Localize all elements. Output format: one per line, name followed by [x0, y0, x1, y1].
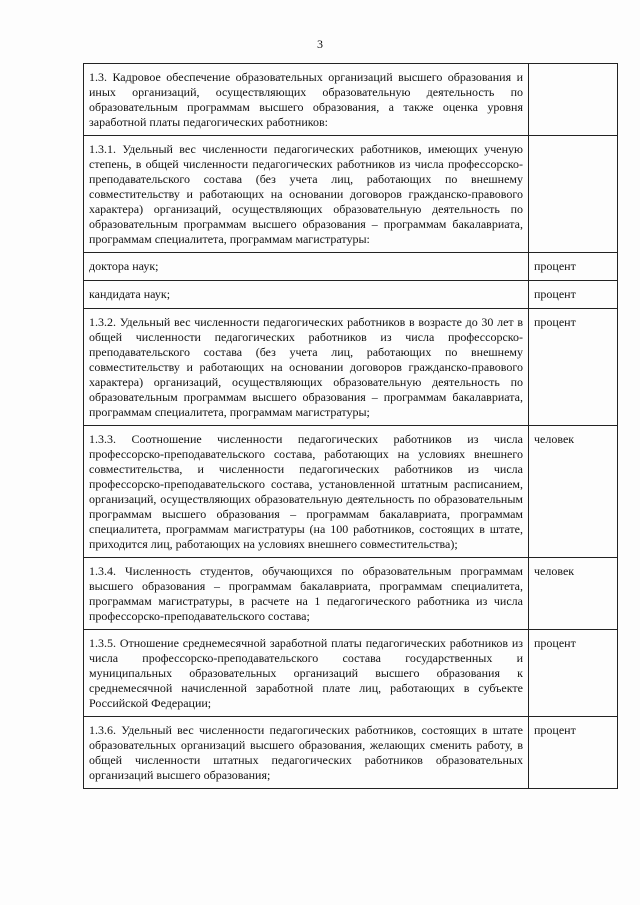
indicator-text: 1.3.6. Удельный вес численности педагогических работников, состоящих в штате образовательных организаций высшего образования, желающих сменить работу, в общей численности штатных педагогических работников образовательных организаций высшего образования;	[84, 717, 529, 789]
table-row	[84, 426, 618, 558]
indicator-text: 1.3.5. Отношение среднемесячной заработной платы педагогических работников из числа профессорско-преподавательского состава государственных и муниципальных образовательных организаций высшего образования к среднемесячной начисленной заработной плате лиц, работающих в субъекте Российской Федерации;	[84, 630, 529, 717]
table-row	[84, 253, 618, 281]
indicator-unit	[529, 64, 618, 136]
table-row	[84, 717, 618, 789]
indicator-unit	[529, 136, 618, 253]
indicators-table	[83, 63, 618, 789]
indicator-unit: процент	[529, 253, 618, 281]
table-row	[84, 309, 618, 426]
table-row	[84, 136, 618, 253]
indicator-text: 1.3.4. Численность студентов, обучающихся по образовательным программам высшего образования – программам бакалавриата, программам специалитета, программам магистратуры, в расчете на 1 педагогического работника из числа профессорско-преподавательского состава;	[84, 558, 529, 630]
indicator-text: 1.3.3. Соотношение численности педагогических работников из числа профессорско-преподавательского состава, работающих на условиях внешнего совместительства, и численности педагогических работников из числа профессорско-преподавательского состава, установленной штатным расписанием, организаций, осуществляющих образовательную деятельность по образовательным программам высшего образования – программам бакалавриата, программам специалитета, программам магистратуры (на 100 работников, состоящих в штате, приходится лиц, работающих на условиях внешнего совместительства);	[84, 426, 529, 558]
indicator-text: 1.3.1. Удельный вес численности педагогических работников, имеющих ученую степень, в общей численности педагогических работников из числа профессорско-преподавательского состава (без учета лиц, работающих по внешнему совместительству и работающих на основании договоров гражданско-правового характера) организаций, осуществляющих образовательную деятельность по образовательным программам высшего образования – программам бакалавриата, программам специалитета, программам магистратуры:	[84, 136, 529, 253]
page-number: 3	[317, 37, 323, 51]
table-row	[84, 630, 618, 717]
table-row	[84, 64, 618, 136]
indicator-unit: процент	[529, 717, 618, 789]
indicator-unit: процент	[529, 630, 618, 717]
indicator-unit: человек	[529, 426, 618, 558]
indicator-text: 1.3.2. Удельный вес численности педагогических работников в возрасте до 30 лет в общей численности педагогических работников из числа профессорско-преподавательского состава (без учета лиц, работающих по внешнему совместительству и работающих на основании договоров гражданско-правового характера) организаций, осуществляющих образовательную деятельность по образовательным программам высшего образования – программам бакалавриата, программам специалитета, программам магистратуры;	[84, 309, 529, 426]
indicator-text: кандидата наук;	[84, 281, 529, 309]
indicator-unit: процент	[529, 281, 618, 309]
table-row	[84, 281, 618, 309]
indicator-unit: процент	[529, 309, 618, 426]
indicator-text: доктора наук;	[84, 253, 529, 281]
table-row	[84, 558, 618, 630]
indicator-unit: человек	[529, 558, 618, 630]
indicator-text: 1.3. Кадровое обеспечение образовательных организаций высшего образования и иных организаций, осуществляющих образовательную деятельность по образовательным программам высшего образования, а также оценка уровня заработной платы педагогических работников:	[84, 64, 529, 136]
